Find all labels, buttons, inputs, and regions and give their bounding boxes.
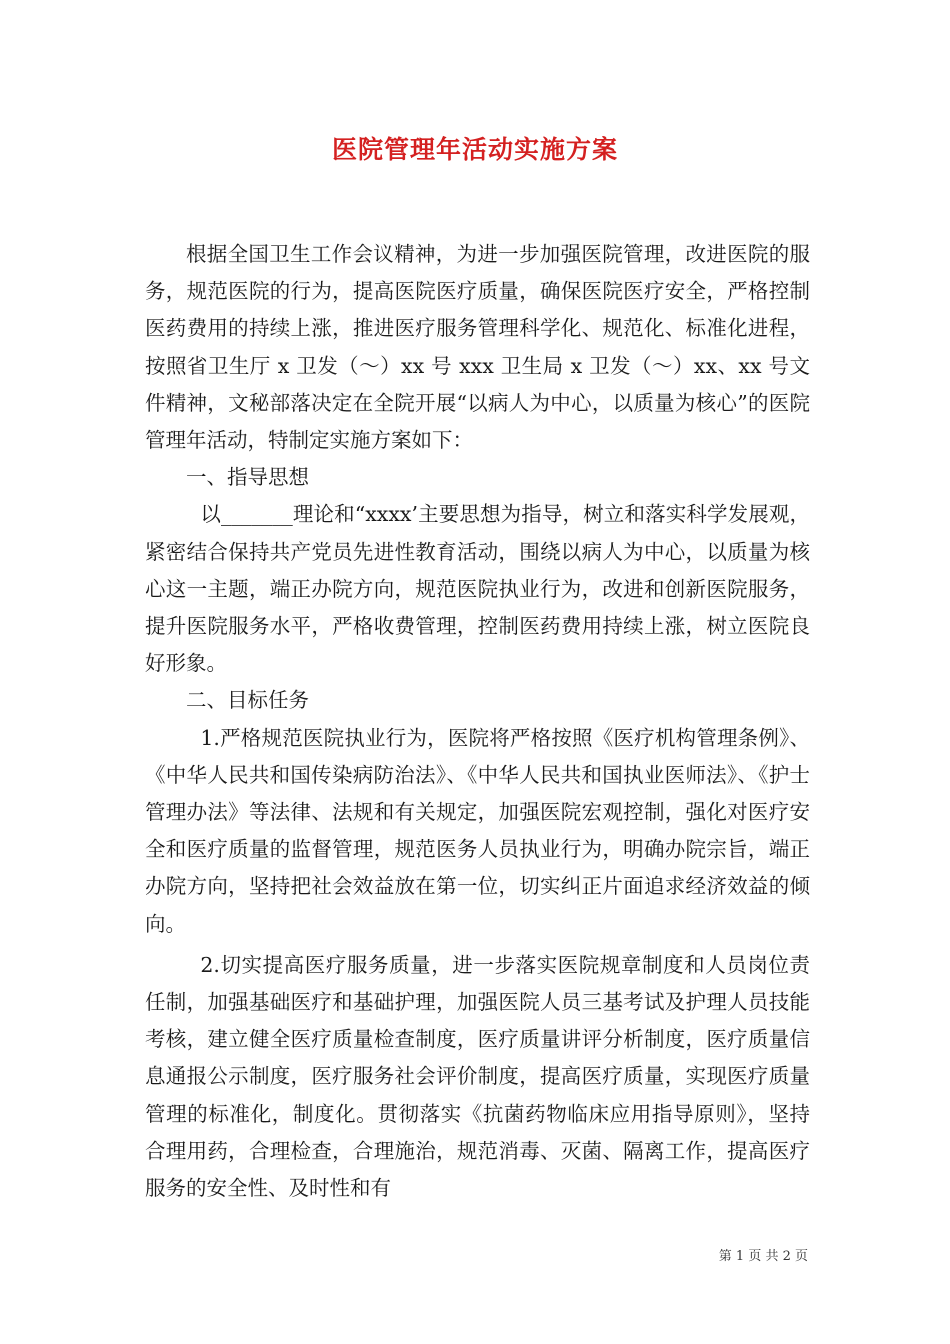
document-body xyxy=(145,236,810,1207)
paragraph-task-1: 1.严格规范医院执业行为，医院将严格按照《医疗机构管理条例》、《中华人民共和国传染病防治法》、《中华人民共和国执业医师法》、《护士管理办法》等法律、法规和有关规定，加强医院宏观控制，强化对医疗安全和医疗质量的监督管理，规范医务人员执业行为，明确办院宗旨，端正办院方向，坚持把社会效益放在第一位，切实纠正片面追求经济效益的倾向。 xyxy=(145,725,810,936)
paragraph-task-2: 2.切实提高医疗服务质量，进一步落实医院规章制度和人员岗位责任制，加强基础医疗和基础护理，加强医院人员三基考试及护理人员技能考核，建立健全医疗质量检查制度，医疗质量讲评分析制度，医疗质量信息通报公示制度，医疗服务社会评价制度，提高医疗质量，实现医疗质量管理的标准化，制度化。贯彻落实《抗菌药物临床应用指导原则》，坚持合理用药，合理检查，合理施治，规范消毒、灭菌、隔离工作，提高医疗服务的安全性、及时性和有 xyxy=(145,952,810,1201)
page-number: 第 1 页 共 2 页 xyxy=(718,1249,808,1264)
section-heading-guiding-thought: 一、指导思想 xyxy=(186,465,309,490)
paragraph-guiding-thought: 以_______理论和“xxxx’主要思想为指导，树立和落实科学发展观，紧密结合保持共产党员先进性教育活动，围绕以病人为中心，以质量为核心这一主题，端正办院方向，规范医院执业行为，改进和创新医院服务，提升医院服务水平，严格收费管理，控制医药费用持续上涨，树立医院良好形象。 xyxy=(145,502,810,676)
paragraph-intro: 根据全国卫生工作会议精神，为进一步加强医院管理，改进医院的服务，规范医院的行为，提高医院医疗质量，确保医院医疗安全，严格控制医药费用的持续上涨，推进医疗服务管理科学化、规范化、标准化进程，按照省卫生厅 x 卫发（～）xx 号 xxx 卫生局 x 卫发（～）xx、xx 号文件精神，文秘部落决定在全院开展“以病人为中心，以质量为核心”的医院管理年活动，特制定实施方案如下： xyxy=(145,242,810,453)
document-title: 医院管理年活动实施方案 xyxy=(331,135,618,164)
section-heading-goals: 二、目标任务 xyxy=(186,688,309,713)
